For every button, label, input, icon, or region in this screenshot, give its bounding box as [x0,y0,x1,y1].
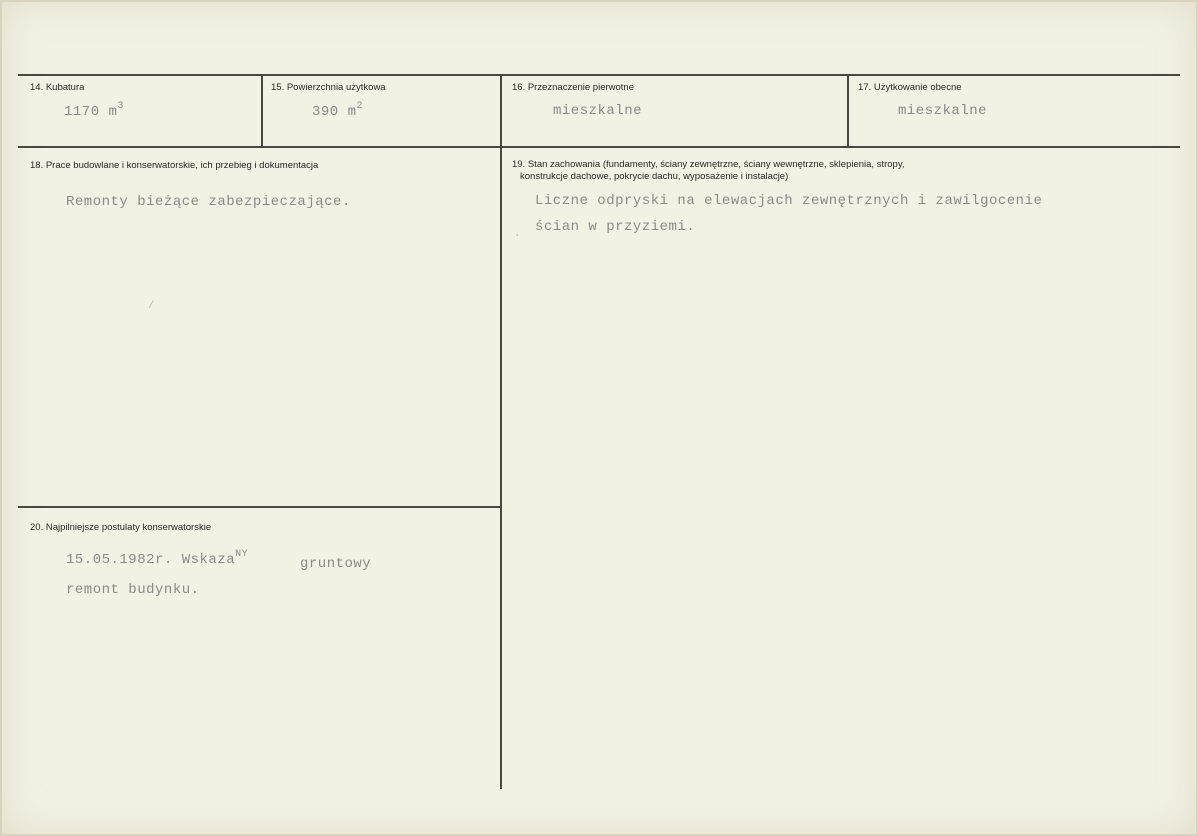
section-rule [18,506,502,508]
field-20-value-line2: remont budynku. [66,582,200,598]
field-16-label: 16. Przeznaczenie pierwotne [512,82,634,93]
row-rule [18,146,1180,148]
field-18-value: Remonty bieżące zabezpieczające. [66,194,351,210]
field-15-label: 15. Powierzchnia użytkowa [271,82,386,93]
field-20-overtype: NY [235,549,249,560]
field-14-label: 14. Kubatura [30,82,85,93]
field-14-unit-sup: 3 [117,101,124,112]
field-14-number: 1170 m [64,104,118,120]
divider-14-15 [261,74,263,147]
field-15-unit-sup: 2 [356,101,364,112]
field-19-label-line2: konstrukcje dachowe, pokrycie dachu, wyposażenie i instalacje) [520,171,789,182]
field-16-value: mieszkalne [553,103,643,119]
field-17-label: 17. Użytkowanie obecne [858,82,962,93]
divider-16-17 [847,74,849,147]
field-15-value [312,101,364,120]
field-19-label-line1: 19. Stan zachowania (fundamenty, ściany zewnętrzne, ściany wewnętrzne, sklepienia, stropy, [512,159,905,170]
field-20-value-gruntowy: gruntowy [300,556,372,572]
field-14-value [64,101,124,120]
paper-dot: . [514,228,521,240]
field-20-label: 20. Najpilniejsze postulaty konserwatorskie [30,522,212,533]
field-20-date-text: 15.05.1982r. Wskaza [66,552,236,568]
field-20-value-line1 [66,549,249,568]
field-19-value-line1: Liczne odpryski na elewacjach zewnętrznych i zawilgocenie [535,193,1043,209]
field-18-label: 18. Prace budowlane i konserwatorskie, ich przebieg i dokumentacja [30,160,319,171]
center-divider [500,74,502,789]
field-19-value-line2: ścian w przyziemi. [535,219,696,235]
field-17-value: mieszkalne [898,103,988,119]
top-rule [18,74,1180,76]
field-15-number: 390 m [312,104,357,120]
paper-mark: / [148,300,155,312]
